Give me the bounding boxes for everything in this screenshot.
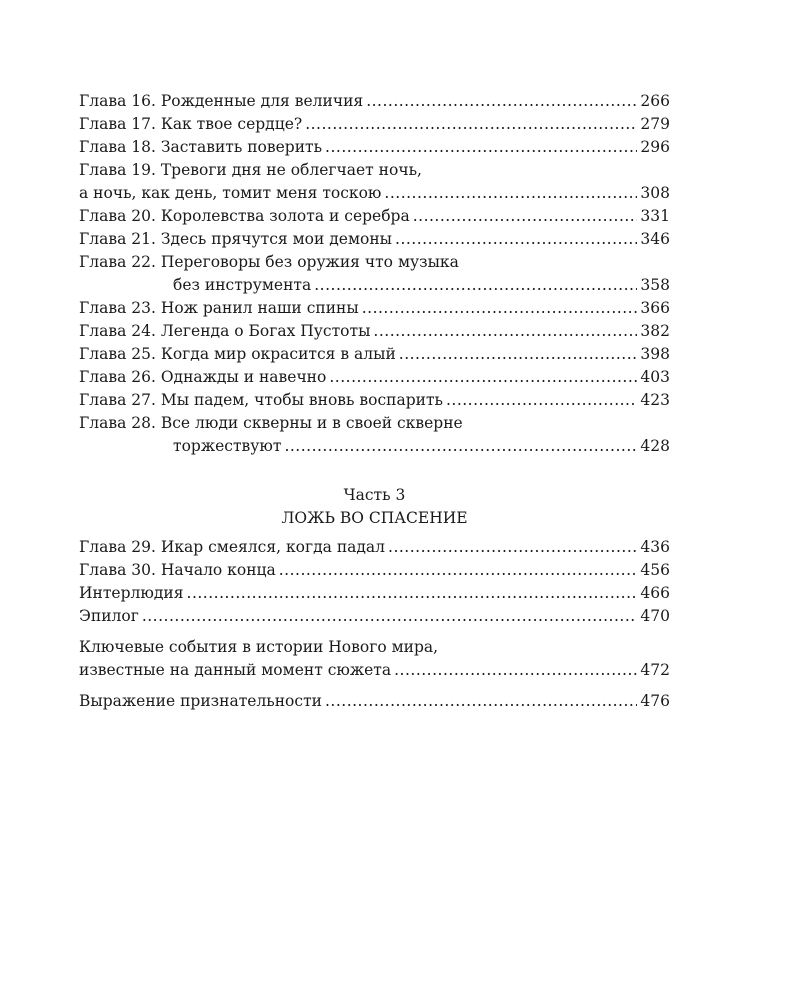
toc-entry-acknowledgements	[79, 690, 670, 713]
toc-entry-page: 472	[640, 661, 670, 679]
toc-entry-title: Интерлюдия	[79, 584, 184, 602]
toc-entry-page: 296	[640, 138, 670, 156]
toc-entry-title: Глава 23. Нож ранил наши спины	[79, 299, 359, 317]
toc-entry-title: а ночь, как день, томит меня тоскою	[79, 184, 382, 202]
dot-leader	[284, 435, 637, 458]
toc-entry-title: Глава 26. Однажды и навечно	[79, 368, 327, 386]
dot-leader	[279, 559, 638, 582]
dot-leader	[305, 113, 637, 136]
dot-leader	[399, 343, 638, 366]
toc-entry-chapter-17	[79, 113, 670, 136]
dot-leader	[395, 228, 637, 251]
toc-entry-page: 279	[640, 115, 670, 133]
toc-entry-chapter-26	[79, 366, 670, 389]
toc-entry-page: 466	[640, 584, 670, 602]
toc-entry-page: 470	[640, 607, 670, 625]
toc-entry-chapter-18	[79, 136, 670, 159]
toc-entry-page: 436	[640, 538, 670, 556]
dot-leader	[362, 297, 638, 320]
toc-entry-chapter-23	[79, 297, 670, 320]
dot-leader	[373, 320, 637, 343]
dot-leader	[325, 136, 637, 159]
toc-entry-title: Глава 18. Заставить поверить	[79, 138, 323, 156]
dot-leader	[384, 182, 637, 205]
toc-entry-chapter-27	[79, 389, 670, 412]
toc-entry-chapter-22	[79, 251, 670, 297]
dot-leader	[314, 274, 637, 297]
dot-leader	[388, 536, 637, 559]
toc-entry-page: 358	[640, 276, 670, 294]
toc-entry-title-line1: Глава 19. Тревоги дня не облегчает ночь,	[79, 161, 422, 179]
toc-entry-epilogue	[79, 605, 670, 628]
toc-entry-title: Глава 20. Королевства золота и серебра	[79, 207, 410, 225]
toc-entry-page: 308	[640, 184, 670, 202]
toc-entry-interlude	[79, 582, 670, 605]
dot-leader	[142, 605, 638, 628]
toc-entry-chapter-29	[79, 536, 670, 559]
toc-entry-title-line1: Ключевые события в истории Нового мира,	[79, 638, 439, 656]
toc-entry-title: без инструмента	[173, 276, 312, 294]
dot-leader	[394, 659, 637, 682]
toc-entry-page: 382	[640, 322, 670, 340]
toc-entry-title: Глава 21. Здесь прячутся мои демоны	[79, 230, 393, 248]
toc-entry-page: 428	[640, 437, 670, 455]
toc-entry-title: Глава 29. Икар смеялся, когда падал	[79, 538, 386, 556]
toc-entry-chapter-28	[79, 412, 670, 458]
toc-entry-chapter-20	[79, 205, 670, 228]
toc-entry-page: 331	[640, 207, 670, 225]
toc-entry-title: Эпилог	[79, 607, 139, 625]
toc-entry-page: 366	[640, 299, 670, 317]
toc-entry-title-line1: Глава 22. Переговоры без оружия что музыка	[79, 253, 459, 271]
toc-entry-page: 476	[640, 692, 670, 710]
toc-entry-chapter-30	[79, 559, 670, 582]
dot-leader	[366, 90, 637, 113]
toc-entry-title: Глава 30. Начало конца	[79, 561, 276, 579]
toc-entry-title: Глава 16. Рожденные для величия	[79, 92, 364, 110]
toc-entry-title: Глава 24. Легенда о Богах Пустоты	[79, 322, 371, 340]
toc-entry-title: Выражение признательности	[79, 692, 322, 710]
toc-entry-key-events	[79, 636, 670, 682]
toc-entry-chapter-21	[79, 228, 670, 251]
part-title: ЛОЖЬ ВО СПАСЕНИЕ	[281, 509, 468, 527]
dot-leader	[413, 205, 638, 228]
toc-entry-page: 346	[640, 230, 670, 248]
table-of-contents	[79, 90, 670, 713]
part-heading	[79, 484, 670, 530]
toc-entry-page: 403	[640, 368, 670, 386]
toc-entry-title-line1: Глава 28. Все люди скверны и в своей скверне	[79, 414, 463, 432]
toc-entry-page: 456	[640, 561, 670, 579]
dot-leader	[329, 366, 637, 389]
toc-entry-title: известные на данный момент сюжета	[79, 661, 392, 679]
dot-leader	[187, 582, 638, 605]
toc-entry-chapter-19	[79, 159, 670, 205]
toc-entry-chapter-16	[79, 90, 670, 113]
toc-entry-title: Глава 27. Мы падем, чтобы вновь воспарить	[79, 391, 443, 409]
toc-entry-title: торжествуют	[173, 437, 282, 455]
toc-entry-page: 398	[640, 345, 670, 363]
dot-leader	[325, 690, 637, 713]
toc-entry-title: Глава 25. Когда мир окрасится в алый	[79, 345, 396, 363]
toc-entry-chapter-24	[79, 320, 670, 343]
toc-entry-chapter-25	[79, 343, 670, 366]
part-label: Часть 3	[343, 486, 406, 504]
dot-leader	[446, 389, 637, 412]
toc-entry-page: 423	[640, 391, 670, 409]
toc-entry-page: 266	[640, 92, 670, 110]
toc-entry-title: Глава 17. Как твое сердце?	[79, 115, 303, 133]
